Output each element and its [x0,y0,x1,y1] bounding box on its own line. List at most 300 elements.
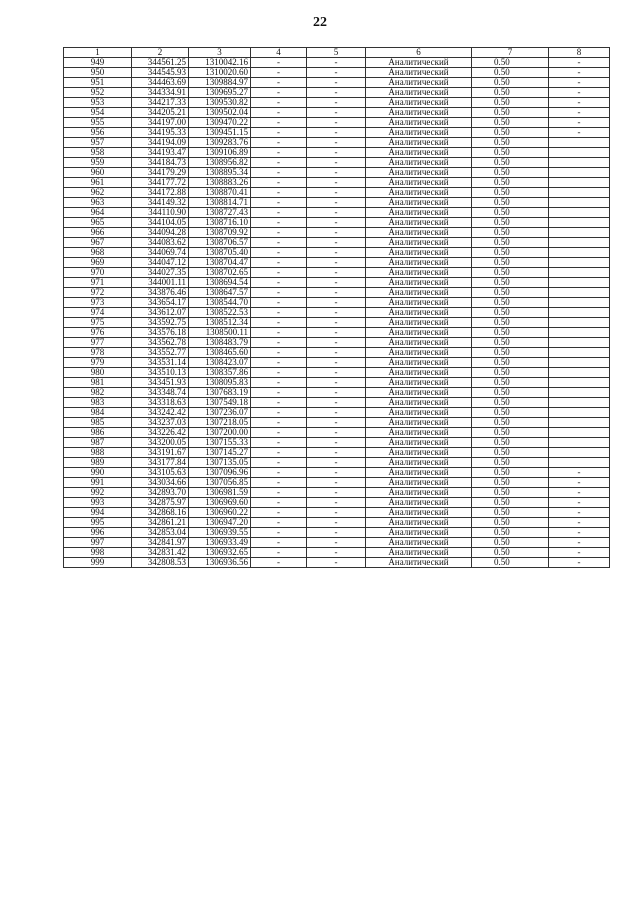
table-row [64,468,610,478]
table-cell: Аналитический [366,68,472,78]
table-cell: 0.50 [472,118,549,128]
table-cell: 1309106.89 [189,148,251,158]
table-cell [549,408,610,418]
table-cell: 0.50 [472,418,549,428]
table-cell: 343510.13 [132,368,189,378]
table-cell: 342868.16 [132,508,189,518]
table-cell: - [307,488,366,498]
table-cell: - [307,318,366,328]
table-cell: Аналитический [366,98,472,108]
table-row [64,158,610,168]
table-cell: 1307155.33 [189,438,251,448]
table-cell: 0.50 [472,168,549,178]
table-cell: 966 [64,228,132,238]
table-cell: 1306981.59 [189,488,251,498]
table-cell: - [251,158,307,168]
table-cell: 977 [64,338,132,348]
table-cell: - [251,468,307,478]
table-cell: - [251,508,307,518]
table-row [64,498,610,508]
table-cell: 1309884.97 [189,78,251,88]
table-cell: - [307,378,366,388]
table-cell: - [307,118,366,128]
table-cell: - [251,488,307,498]
table-cell: 344193.47 [132,148,189,158]
table-cell: 0.50 [472,498,549,508]
table-cell: - [549,498,610,508]
table-row [64,398,610,408]
table-cell: 343552.77 [132,348,189,358]
column-header: 6 [366,48,472,58]
table-row [64,58,610,68]
table-cell: 980 [64,368,132,378]
table-cell: 344197.00 [132,118,189,128]
table-cell [549,448,610,458]
table-cell: - [251,478,307,488]
table-cell: Аналитический [366,88,472,98]
table-cell [549,208,610,218]
table-cell: 344179.29 [132,168,189,178]
table-cell: - [251,208,307,218]
table-cell: Аналитический [366,208,472,218]
table-cell: 1308895.34 [189,168,251,178]
table-cell: 0.50 [472,258,549,268]
table-cell: - [251,308,307,318]
table-cell: 344149.32 [132,198,189,208]
table-cell: 999 [64,558,132,568]
table-cell: 344094.28 [132,228,189,238]
table-cell: 0.50 [472,328,549,338]
table-cell: 996 [64,528,132,538]
table-row [64,438,610,448]
table-cell: - [549,538,610,548]
table-cell: 962 [64,188,132,198]
table-cell: 1306969.60 [189,498,251,508]
table-cell: 0.50 [472,208,549,218]
table-row [64,388,610,398]
table-cell: 957 [64,138,132,148]
table-cell: 1308883.26 [189,178,251,188]
table-cell: - [251,518,307,528]
table-cell: Аналитический [366,408,472,418]
table-body [64,58,610,568]
table-cell: 0.50 [472,458,549,468]
table-cell: 1308704.47 [189,258,251,268]
table-cell: - [251,278,307,288]
table-cell: Аналитический [366,488,472,498]
table-row [64,308,610,318]
table-cell: - [251,498,307,508]
table-cell: 1308706.57 [189,238,251,248]
table-cell: - [307,468,366,478]
table-row [64,198,610,208]
table-cell: Аналитический [366,308,472,318]
table-cell: 0.50 [472,558,549,568]
table-cell: 344110.90 [132,208,189,218]
table-cell: 953 [64,98,132,108]
table-cell: 1308512.34 [189,318,251,328]
table-cell: 991 [64,478,132,488]
table-cell: 343200.05 [132,438,189,448]
table-cell: 0.50 [472,428,549,438]
table-cell: Аналитический [366,238,472,248]
table-cell: 1308814.71 [189,198,251,208]
table-cell: 1307135.05 [189,458,251,468]
table-cell: 1309283.76 [189,138,251,148]
table-cell: - [307,68,366,78]
table-cell: - [307,208,366,218]
table-cell [549,238,610,248]
table-cell: - [307,188,366,198]
table-cell: 0.50 [472,398,549,408]
table-cell: 955 [64,118,132,128]
table-cell: Аналитический [366,498,472,508]
table-cell: - [307,508,366,518]
table-cell: - [251,238,307,248]
table-cell: 342875.97 [132,498,189,508]
table-cell: 0.50 [472,438,549,448]
table-cell: 343242.42 [132,408,189,418]
table-cell [549,148,610,158]
table-row [64,478,610,488]
table-cell: Аналитический [366,348,472,358]
table-cell: 0.50 [472,198,549,208]
table-row [64,428,610,438]
column-header: 8 [549,48,610,58]
table-cell: - [251,228,307,238]
table-cell: Аналитический [366,388,472,398]
table-cell: - [307,198,366,208]
table-cell: 0.50 [472,138,549,148]
table-cell: Аналитический [366,278,472,288]
table-cell: Аналитический [366,558,472,568]
table-cell: - [251,288,307,298]
table-cell: - [549,528,610,538]
table-cell: 1310042.16 [189,58,251,68]
table-cell: - [549,558,610,568]
table-cell: Аналитический [366,528,472,538]
table-cell: - [307,438,366,448]
table-row [64,488,610,498]
table-cell: 1306932.65 [189,548,251,558]
table-cell: - [549,468,610,478]
table-row [64,318,610,328]
table-cell: 972 [64,288,132,298]
table-row [64,458,610,468]
table-cell [549,418,610,428]
table-cell: 976 [64,328,132,338]
table-cell: - [307,498,366,508]
table-cell: - [549,78,610,88]
table-cell: 1308870.41 [189,188,251,198]
table-cell: 0.50 [472,268,549,278]
table-cell: - [307,238,366,248]
table-cell: 344334.91 [132,88,189,98]
table-cell [549,368,610,378]
table-cell: 343105.63 [132,468,189,478]
table-cell: 343531.14 [132,358,189,368]
table-row [64,378,610,388]
table-cell: 989 [64,458,132,468]
table-cell: 1306960.22 [189,508,251,518]
table-row [64,348,610,358]
table-cell: - [251,168,307,178]
table-cell [549,438,610,448]
table-row [64,368,610,378]
table-cell: 344184.73 [132,158,189,168]
table-cell: 0.50 [472,248,549,258]
table-cell: - [307,278,366,288]
table-cell: 1308705.40 [189,248,251,258]
table-cell: 1309502.04 [189,108,251,118]
table-cell: 1308500.11 [189,328,251,338]
table-cell: Аналитический [366,248,472,258]
table-row [64,138,610,148]
table-cell: 344561.25 [132,58,189,68]
table-cell: - [251,68,307,78]
table-cell: 343237.03 [132,418,189,428]
table-row [64,68,610,78]
table-cell: Аналитический [366,108,472,118]
table-cell: 997 [64,538,132,548]
table-cell: - [251,58,307,68]
table-cell: Аналитический [366,158,472,168]
table-cell: 343191.67 [132,448,189,458]
table-cell: - [307,128,366,138]
table-cell: - [251,268,307,278]
table-cell: Аналитический [366,78,472,88]
table-row [64,548,610,558]
table-cell: 992 [64,488,132,498]
table-cell: Аналитический [366,298,472,308]
table-cell: - [251,428,307,438]
table-cell: 344463.69 [132,78,189,88]
table-cell: 956 [64,128,132,138]
table-cell: Аналитический [366,438,472,448]
column-header: 7 [472,48,549,58]
table-cell: 1308095.83 [189,378,251,388]
table-cell: - [307,168,366,178]
table-cell: 978 [64,348,132,358]
table-cell: Аналитический [366,338,472,348]
table-row [64,218,610,228]
table-cell [549,198,610,208]
table-cell: 344195.33 [132,128,189,138]
table-cell: Аналитический [366,538,472,548]
table-row [64,118,610,128]
table-row [64,148,610,158]
table-cell: 970 [64,268,132,278]
table-cell [549,228,610,238]
table-cell: - [307,538,366,548]
table-cell: 0.50 [472,158,549,168]
table-row [64,178,610,188]
table-cell [549,248,610,258]
table-cell: 981 [64,378,132,388]
table-cell: - [307,428,366,438]
table-cell [549,278,610,288]
table-cell: - [549,508,610,518]
table-cell: 0.50 [472,128,549,138]
table-cell [549,318,610,328]
table-cell: - [251,138,307,148]
table-row [64,328,610,338]
table-cell: 0.50 [472,178,549,188]
table-cell: 983 [64,398,132,408]
table-cell: - [307,88,366,98]
table-cell: 971 [64,278,132,288]
table-cell: Аналитический [366,258,472,268]
table-cell: - [307,368,366,378]
table-cell: 950 [64,68,132,78]
table-row [64,358,610,368]
table-cell: 998 [64,548,132,558]
table-cell: Аналитический [366,358,472,368]
table-cell: 1307145.27 [189,448,251,458]
table-row [64,238,610,248]
table-cell: 973 [64,298,132,308]
column-header: 1 [64,48,132,58]
table-cell: 344001.11 [132,278,189,288]
table-cell: 1306936.56 [189,558,251,568]
table-cell [549,338,610,348]
table-cell: - [251,198,307,208]
table-cell: 959 [64,158,132,168]
table-cell: 0.50 [472,228,549,238]
table-cell: Аналитический [366,118,472,128]
table-cell: 1307096.96 [189,468,251,478]
table-cell: 1308647.57 [189,288,251,298]
table-cell: 1308465.60 [189,348,251,358]
table-header-row [64,48,610,58]
table-cell: Аналитический [366,398,472,408]
table-cell: - [251,358,307,368]
table-cell: 1308727.43 [189,208,251,218]
table-cell: 987 [64,438,132,448]
table-cell: 0.50 [472,288,549,298]
table-cell: 0.50 [472,148,549,158]
table-cell: 1307200.00 [189,428,251,438]
table-cell: 985 [64,418,132,428]
table-cell: - [251,368,307,378]
table-cell: 958 [64,148,132,158]
table-cell: 1309695.27 [189,88,251,98]
table-cell: 344177.72 [132,178,189,188]
table-row [64,188,610,198]
table-cell [549,188,610,198]
table-cell: 344027.35 [132,268,189,278]
table-cell: 1308709.92 [189,228,251,238]
table-cell: 965 [64,218,132,228]
table-cell [549,268,610,278]
table-cell: Аналитический [366,128,472,138]
table-cell: 986 [64,428,132,438]
table-row [64,128,610,138]
table-cell: 344083.62 [132,238,189,248]
table-cell: 343034.66 [132,478,189,488]
table-cell: 1307236.07 [189,408,251,418]
table-cell: 0.50 [472,98,549,108]
table-cell: Аналитический [366,448,472,458]
table-cell: - [307,138,366,148]
table-cell: - [307,98,366,108]
table-row [64,168,610,178]
table-cell [549,388,610,398]
table-cell: Аналитический [366,188,472,198]
table-cell: - [549,88,610,98]
table-cell: - [251,388,307,398]
table-cell: 951 [64,78,132,88]
table-cell: - [307,78,366,88]
table-cell: 0.50 [472,358,549,368]
table-cell: Аналитический [366,428,472,438]
table-row [64,98,610,108]
table-cell: 344205.21 [132,108,189,118]
table-cell: - [251,538,307,548]
table-cell: 1308522.53 [189,308,251,318]
table-cell: 988 [64,448,132,458]
table-cell: 0.50 [472,278,549,288]
table-cell: 0.50 [472,338,549,348]
table-cell: - [307,328,366,338]
table-cell: - [307,528,366,538]
table-cell: 961 [64,178,132,188]
table-cell: 343318.63 [132,398,189,408]
table-cell: 344069.74 [132,248,189,258]
table-cell: 0.50 [472,218,549,228]
table-cell: Аналитический [366,268,472,278]
table-cell: 342841.97 [132,538,189,548]
table-cell [549,258,610,268]
table-cell: - [549,108,610,118]
column-header: 5 [307,48,366,58]
table-cell: - [549,548,610,558]
table-cell: Аналитический [366,58,472,68]
table-row [64,298,610,308]
table-cell: 1309530.82 [189,98,251,108]
table-cell: 994 [64,508,132,518]
table-cell: - [307,358,366,368]
table-cell: 995 [64,518,132,528]
table-cell: - [251,558,307,568]
table-cell [549,168,610,178]
table-cell: 0.50 [472,478,549,488]
table-cell: 342831.42 [132,548,189,558]
table-cell: 0.50 [472,508,549,518]
table-cell: - [307,348,366,358]
table-row [64,418,610,428]
table-cell: 1309451.15 [189,128,251,138]
table-cell: Аналитический [366,288,472,298]
table-cell: 1308544.70 [189,298,251,308]
table-cell: Аналитический [366,518,472,528]
table-cell: 1308956.82 [189,158,251,168]
table-cell: 0.50 [472,488,549,498]
table-cell: Аналитический [366,168,472,178]
table-cell: 0.50 [472,518,549,528]
table-cell: - [251,258,307,268]
table-cell: 342853.04 [132,528,189,538]
table-cell: 0.50 [472,318,549,328]
table-cell: - [307,298,366,308]
table-cell: 1310020.60 [189,68,251,78]
table-row [64,258,610,268]
table-cell: 1308702.65 [189,268,251,278]
table-cell [549,158,610,168]
table-cell: 0.50 [472,368,549,378]
table-cell: 1306939.55 [189,528,251,538]
table-cell: 0.50 [472,448,549,458]
